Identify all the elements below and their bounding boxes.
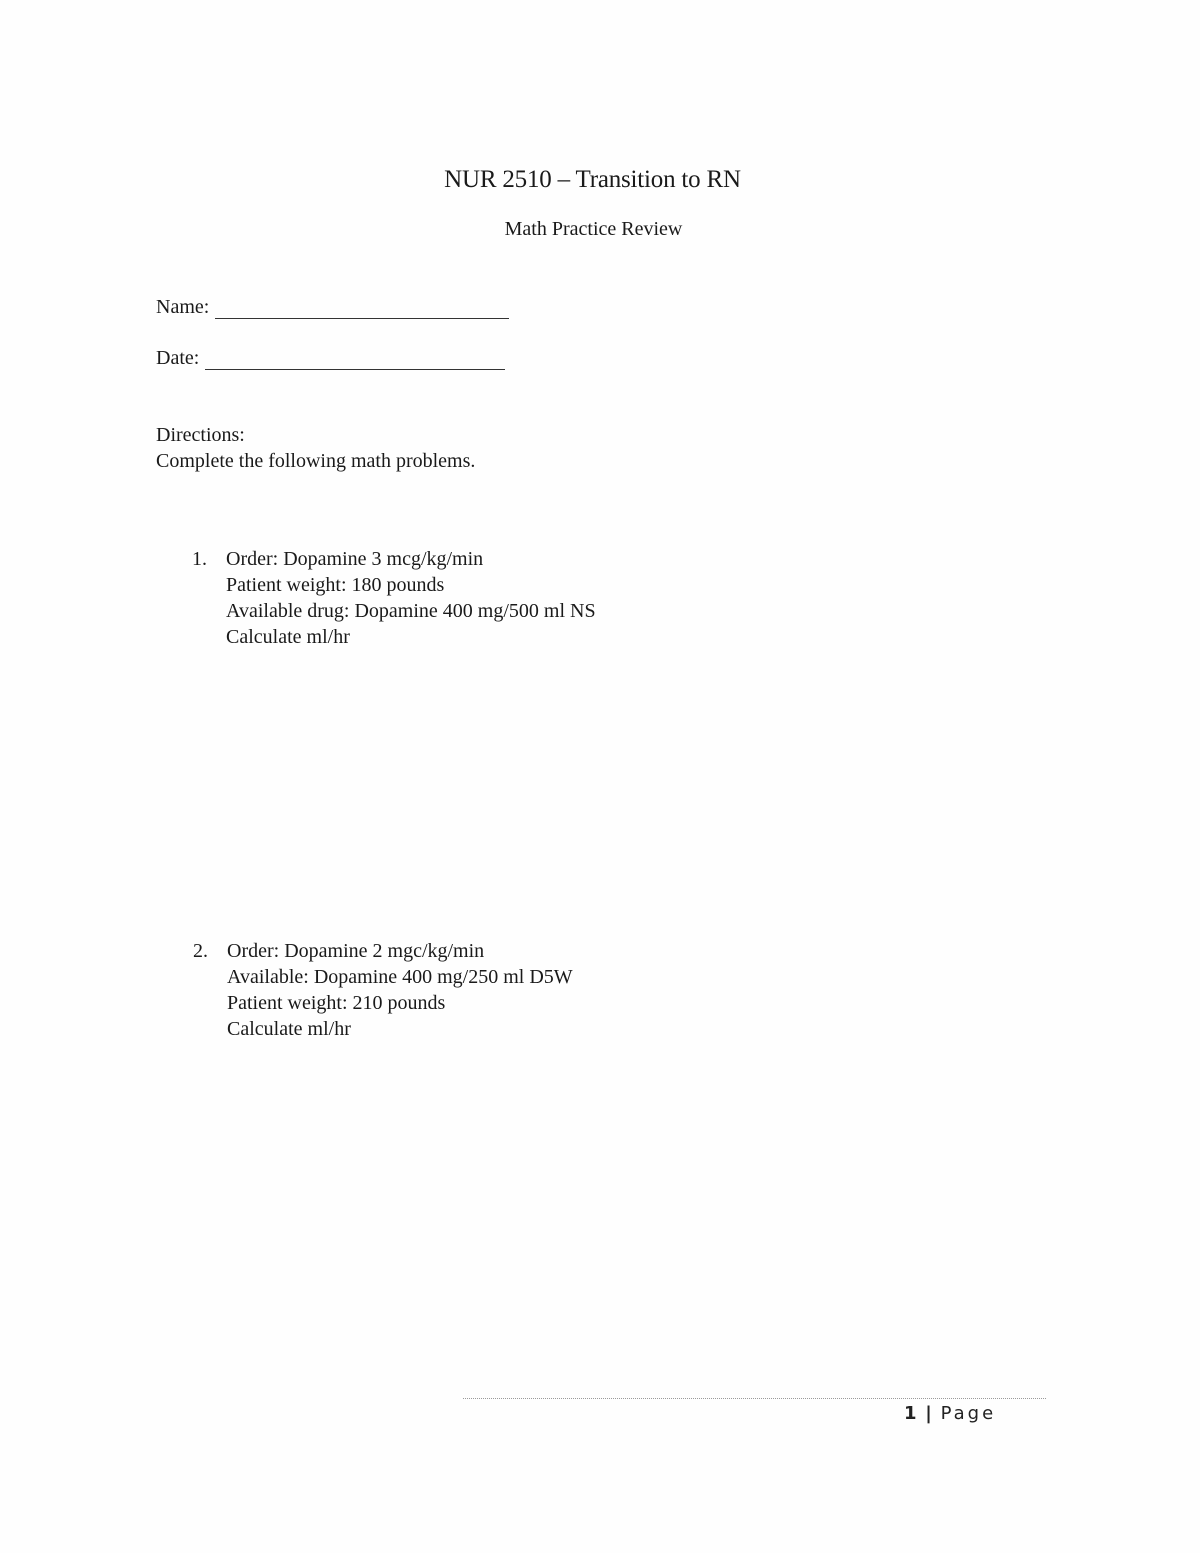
directions-heading: Directions: [156,424,245,446]
problem-body [226,546,596,650]
problem-number: 2. [193,940,208,962]
name-blank-line[interactable] [215,298,509,319]
problem-line: Calculate ml/hr [227,1018,351,1040]
problem-line: Available: Dopamine 400 mg/250 ml D5W [227,966,573,988]
problem-line: Calculate ml/hr [226,626,350,648]
problem-body [227,938,573,1042]
document-title: NUR 2510 – Transition to RN [444,166,741,193]
page-number: 1 [904,1403,917,1424]
page-separator: | [925,1403,932,1424]
problem-line: Available drug: Dopamine 400 mg/500 ml NS [226,600,596,622]
problem-line: Patient weight: 210 pounds [227,992,446,1014]
problem-line: Order: Dopamine 3 mcg/kg/min [226,548,484,570]
date-field [156,347,505,370]
page-label: Page [940,1403,997,1424]
directions-section [156,422,475,474]
document-subtitle: Math Practice Review [504,218,683,240]
directions-text: Complete the following math problems. [156,450,476,472]
problem-item [193,938,573,1042]
page-number-footer [904,1403,996,1424]
name-field [156,296,509,319]
problem-item [192,546,596,650]
name-label: Name: [156,296,210,318]
problem-line: Patient weight: 180 pounds [226,574,445,596]
problem-number: 1. [192,548,207,570]
problem-line: Order: Dopamine 2 mgc/kg/min [227,940,485,962]
date-label: Date: [156,347,200,369]
footer-divider [463,1398,1046,1399]
date-blank-line[interactable] [205,349,505,370]
